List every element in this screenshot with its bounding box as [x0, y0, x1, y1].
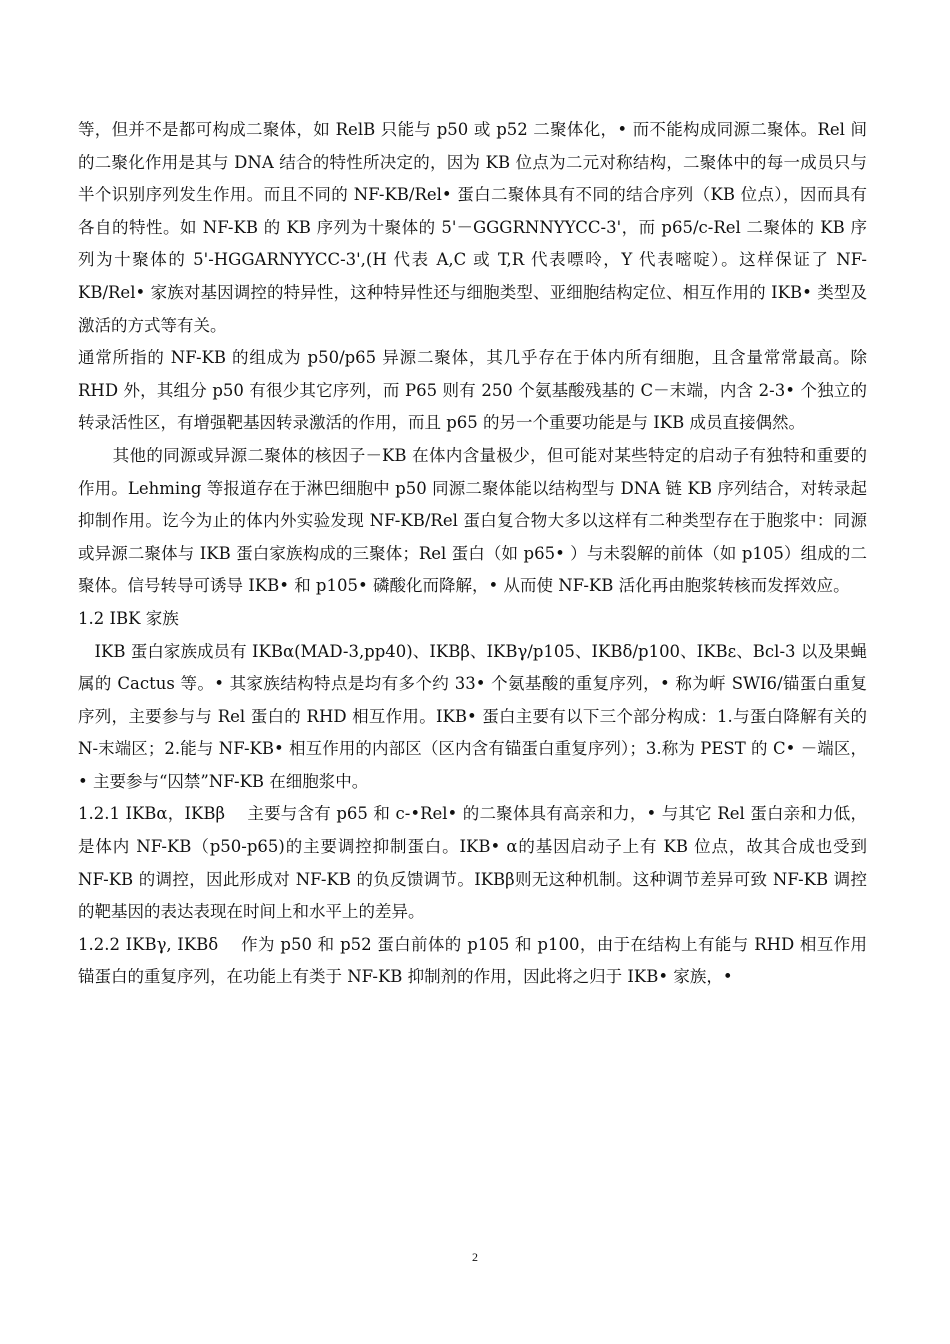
paragraph-ikb-alpha-beta: 1.2.1 IKBα，IKBβ 主要与含有 p65 和 c-•Rel• 的二聚体具有高亲和力，• 与其它 Rel 蛋白亲和力低，是体内 NF-KB（p50-p65)的主要调控抑制蛋白。IKB• α的基因启动子上有 KB 位点，故其合成也受到 NF-KB 的调控，因此形成对 NF-KB 的负反馈调节。IKBβ则无这种机制。这种调节差异可致 NF-KB 调控的靶基因的表达表现在时间上和水平上的差异。: [78, 804, 867, 922]
paragraph-dimerization: 等，但并不是都可构成二聚体，如 RelB 只能与 p50 或 p52 二聚体化，• 而不能构成同源二聚体。Rel 间的二聚化作用是其与 DNA 结合的特性所决定的，因为 KB 位点为二元对称结构，二聚体中的每一成员只与半个识别序列发生作用。而且不同的 NF-KB/Rel• 蛋白二聚体具有不同的结合序列（KB 位点），因而具有各自的特性。如 NF-KB 的 KB 序列为十聚体的 5'－GGGRNNYYCC-3'，而 p65/c-Rel 二聚体的 KB 序列为十聚体的 5'-HGGARNYYCC-3',(H 代表 A,C 或 T,R 代表嘌呤，Y 代表嘧啶）。这样保证了 NF-KB/Rel• 家族对基因调控的特异性，这种特异性还与细胞类型、亚细胞结构定位、相互作用的 IKB• 类型及激活的方式等有关。: [78, 120, 867, 335]
paragraph-p50-p65: 通常所指的 NF-KB 的组成为 p50/p65 异源二聚体，其几乎存在于体内所有细胞，且含量常常最高。除 RHD 外，其组分 p50 有很少其它序列，而 P65 则有 250 个氨基酸残基的 C－末端，内含 2-3• 个独立的转录活性区，有增强靶基因转录激活的作用，而且 p65 的另一个重要功能是与 IKB 成员直接偶然。: [78, 348, 867, 433]
paragraph-ikb-family: IKB 蛋白家族成员有 IKBα(MAD-3,pp40)、IKBβ、IKBγ/p105、IKBδ/p100、IKBε、Bcl-3 以及果蝇属的 Cactus 等。• 其家族结构特点是均有多个约 33• 个氨基酸的重复序列，• 称为㟁 SWI6/锚蛋白重复序列，主要参与与 Rel 蛋白的 RHD 相互作用。IKB• 蛋白主要有以下三个部分构成：1.与蛋白降解有关的 N-末端区；2.能与 NF-KB• 相互作用的内部区（区内含有锚蛋白重复序列）；3.称为 PEST 的 C• －端区，• 主要参与“囚禁”NF-KB 在细胞浆中。: [78, 641, 867, 791]
page-number: 2: [472, 1250, 478, 1264]
body-text: [78, 114, 867, 994]
section-heading-1-2: 1.2 IBK 家族: [78, 608, 179, 628]
paragraph-other-dimers: 其他的同源或异源二聚体的核因子－KB 在体内含量极少，但可能对某些特定的启动子有独特和重要的作用。Lehming 等报道存在于淋巴细胞中 p50 同源二聚体能以结构型与 DNA 链 KB 序列结合，对转录起抑制作用。讫今为止的体内外实验发现 NF-KB/Rel 蛋白复合物大多以这样有二种类型存在于胞浆中：同源或异源二聚体与 IKB 蛋白家族构成的三聚体；Rel 蛋白（如 p65• ）与未裂解的前体（如 p105）组成的二聚体。信号转导可诱导 IKB• 和 p105• 磷酸化而降解，• 从而使 NF-KB 活化再由胞浆转核而发挥效应。: [78, 445, 867, 596]
paragraph-ikb-gamma-delta: 1.2.2 IKBγ, IKBδ 作为 p50 和 p52 蛋白前体的 p105 和 p100，由于在结构上有能与 RHD 相互作用锚蛋白的重复序列，在功能上有类于 NF-KB 抑制剂的作用，因此将之归于 IKB• 家族，•: [78, 934, 867, 987]
